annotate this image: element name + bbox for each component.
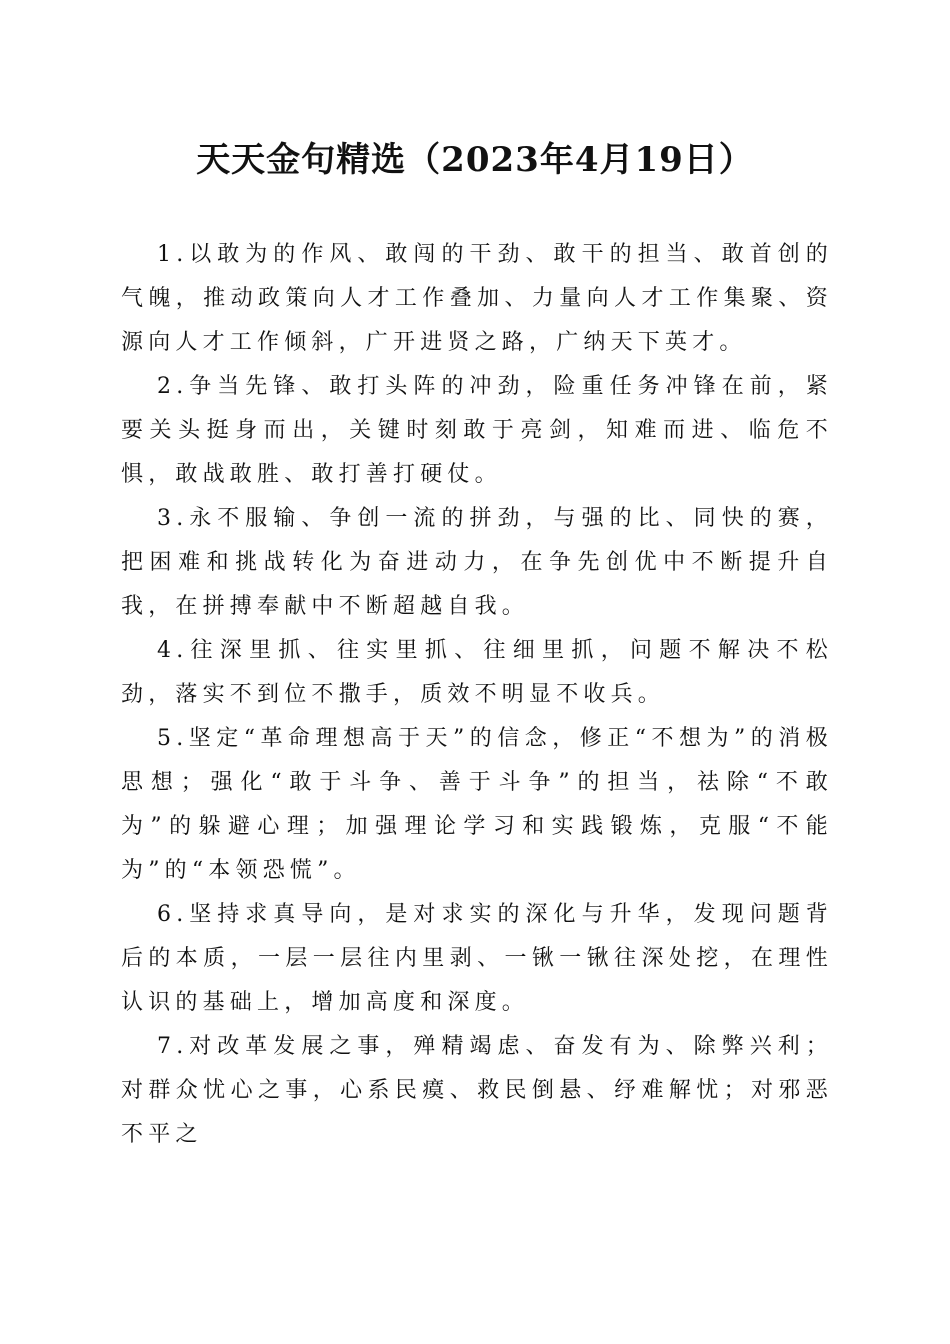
paragraph-6: 6.坚持求真导向，是对求实的深化与升华，发现问题背后的本质，一层一层往内里剥、一锹一锹往深处挖，在理性认识的基础上，增加高度和深度。 bbox=[121, 902, 833, 1015]
paragraph-7: 7.对改革发展之事，殚精竭虑、奋发有为、除弊兴利；对群众忧心之事，心系民瘼、救民倒悬、纾难解忧；对邪恶不平之 bbox=[121, 1034, 833, 1147]
page-title: 天天金句精选（2023年4月19日） bbox=[196, 140, 754, 180]
paragraph-3: 3.永不服输、争创一流的拼劲，与强的比、同快的赛，把困难和挑战转化为奋进动力，在争先创优中不断提升自我，在拼搏奉献中不断超越自我。 bbox=[121, 506, 833, 619]
document-body bbox=[121, 233, 833, 1157]
paragraph-1: 1.以敢为的作风、敢闯的干劲、敢干的担当、敢首创的气魄，推动政策向人才工作叠加、力量向人才工作集聚、资源向人才工作倾斜，广开进贤之路，广纳天下英才。 bbox=[121, 242, 833, 355]
paragraph-4: 4.往深里抓、往实里抓、往细里抓，问题不解决不松劲，落实不到位不撒手，质效不明显不收兵。 bbox=[121, 638, 833, 707]
paragraph-5: 5.坚定“革命理想高于天”的信念，修正“不想为”的消极思想；强化“敢于斗争、善于斗争”的担当，祛除“不敢为”的躲避心理；加强理论学习和实践锻炼，克服“不能为”的“本领恐慌”。 bbox=[121, 726, 833, 883]
paragraph-2: 2.争当先锋、敢打头阵的冲劲，险重任务冲锋在前，紧要关头挺身而出，关键时刻敢于亮剑，知难而进、临危不惧，敢战敢胜、敢打善打硬仗。 bbox=[121, 374, 833, 487]
